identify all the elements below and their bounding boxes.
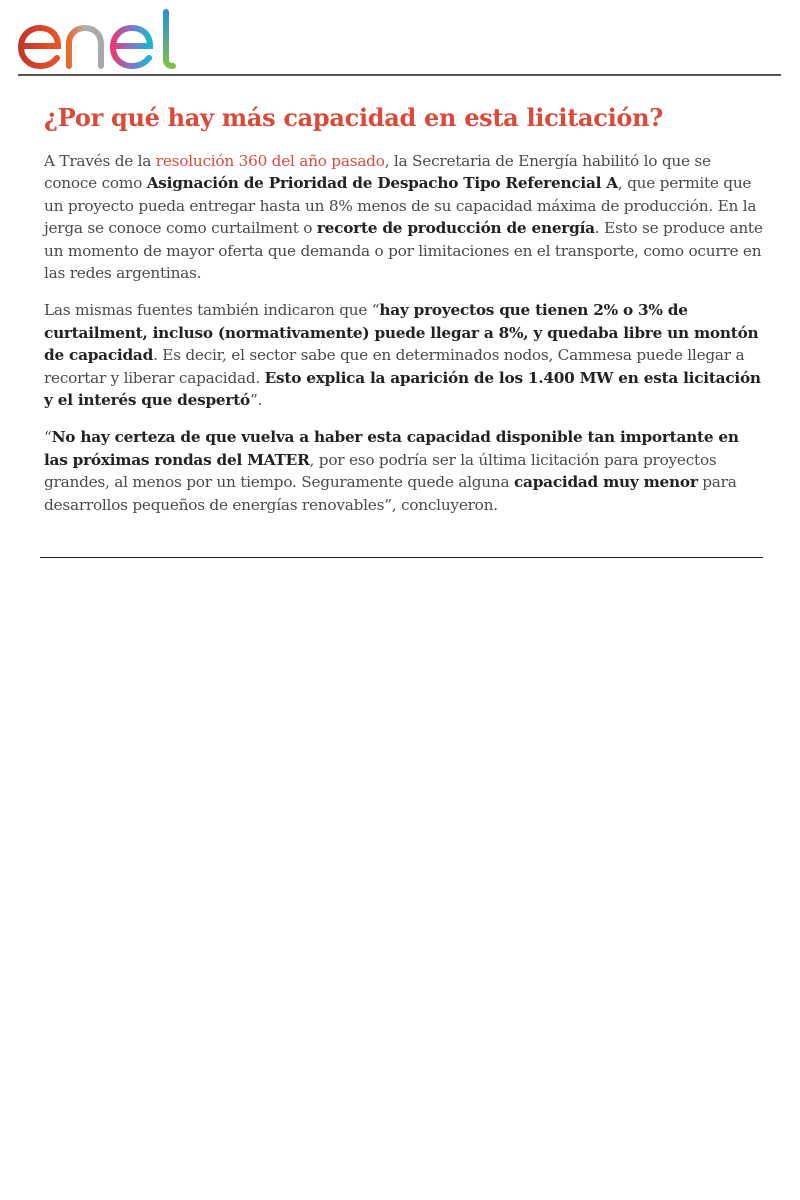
- p2-text-1: Las mismas fuentes también indicaron que “: [44, 301, 380, 320]
- p3-text-3: para desarrollos pequeños de energías renovables”, concluyeron.: [44, 473, 737, 514]
- p3-bold-1: No hay certeza de que vuelva a haber esta capacidad disponible tan importante en las próximas rondas del MATER: [44, 428, 739, 469]
- paragraph-3: [44, 426, 764, 516]
- p1-bold-2: recorte de producción de energía: [316, 219, 595, 238]
- p2-text-3: ”.: [249, 391, 263, 410]
- p2-bold-1: hay proyectos que tienen 2% o 3% de curtailment, incluso (normativamente) puede llegar a 8%, y quedaba libre un montón de capacidad: [44, 301, 759, 365]
- p2-text-2: . Es decir, el sector sabe que en determinados nodos, Cammesa puede llegar a recortar y liberar capacidad.: [44, 346, 745, 387]
- p2-bold-2: Esto explica la aparición de los 1.400 MW en esta licitación y el interés que despertó: [44, 368, 761, 410]
- article-body: [44, 100, 764, 531]
- enel-logo[interactable]: [16, 8, 180, 70]
- paragraph-2: [44, 299, 764, 411]
- p3-text-1: “: [44, 428, 52, 447]
- p3-text-2: , por eso podría ser la última licitación para proyectos grandes, al menos por un tiempo. Seguramente quede alguna: [44, 450, 717, 492]
- p1-text-2: , la Secretaria de Energía habilitó lo que se conoce como: [44, 152, 711, 193]
- p1-text-4: . Esto se produce ante un momento de mayor oferta que demanda o por limitaciones en el transporte, como ocurre en las redes argentinas.: [44, 219, 763, 283]
- p1-text-3: , que permite que un proyecto pueda entregar hasta un 8% menos de su capacidad máxima de producción. En la jerga se conoce como curtailment o: [44, 174, 757, 238]
- p1-text-1: A Través de la: [44, 152, 156, 170]
- paragraph-1: [44, 150, 764, 284]
- p3-bold-2: capacidad muy menor: [513, 473, 698, 492]
- header-divider: [18, 74, 781, 76]
- article-end-divider: [40, 557, 763, 558]
- page-header: [0, 0, 800, 76]
- p1-bold-1: Asignación de Prioridad de Despacho Tipo Referencial A: [146, 174, 618, 193]
- resolution-360-link[interactable]: resolución 360 del año pasado: [155, 152, 385, 170]
- article-headline: ¿Por qué hay más capacidad en esta licitación?: [44, 103, 664, 132]
